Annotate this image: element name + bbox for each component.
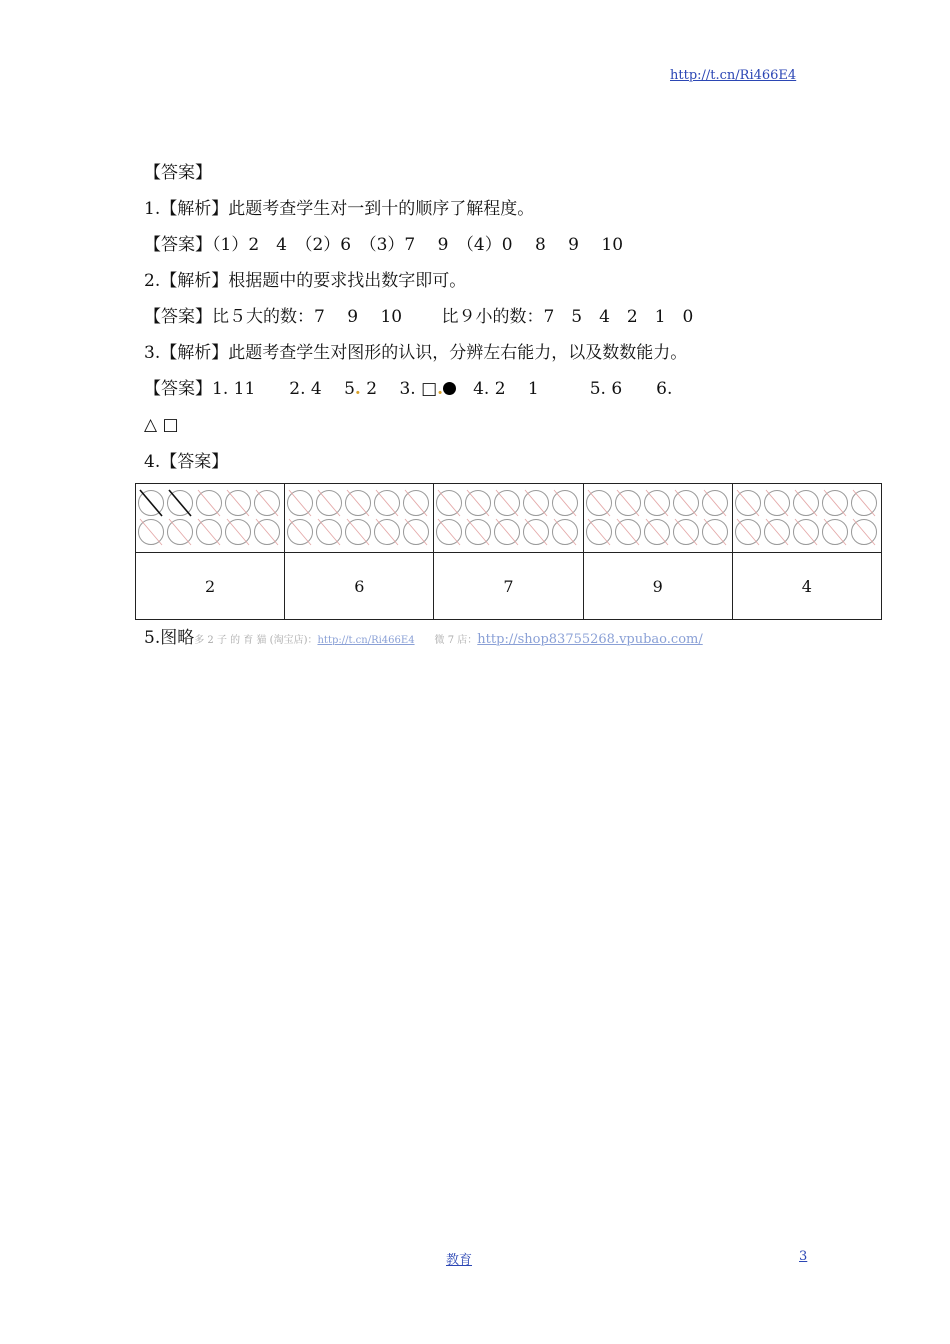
bead-grid [585,489,731,547]
faint-slash-mark [347,490,369,516]
bead-grid [137,489,283,547]
faint-slash-mark [554,519,576,545]
faint-slash-mark [256,519,278,545]
bead-cell [136,484,285,553]
watermark-link[interactable]: http://shop83755268.vpubao.com/ [477,632,703,647]
watermark-text: 微 7 店： [414,635,478,646]
faint-slash-mark [256,490,278,516]
faint-slash-mark [766,519,788,545]
answer-4-heading: 4.【答案】 [144,452,229,472]
faint-slash-mark [438,519,460,545]
watermark [194,632,703,647]
faint-slash-mark [496,519,518,545]
watermark-text: 多 2 子 的 育 猫 (淘宝店)： [194,635,318,646]
figure-omitted-label: 5.图略 [144,628,195,648]
bead-grid [734,489,880,547]
answer-heading: 【答案】 [144,163,212,183]
answer-1: 【答案】（1）2 4 （2）6 （3）7 9 （4）0 8 9 10 [144,235,624,255]
count-cell: 2 [136,553,285,620]
faint-slash-mark [376,519,398,545]
bead-grid [435,489,581,547]
count-cell: 4 [732,553,881,620]
faint-slash-mark [853,490,875,516]
faint-slash-mark [525,490,547,516]
faint-slash-mark [376,490,398,516]
bead-grid [286,489,432,547]
faint-slash-mark [646,519,668,545]
bead-cell [434,484,583,553]
count-cell: 6 [285,553,434,620]
faint-slash-mark [737,519,759,545]
filled-circle-icon [443,382,456,395]
footer-center-link[interactable]: 教育 [446,1253,473,1268]
faint-slash-mark [227,519,249,545]
faint-slash-mark [405,490,427,516]
dark-slash-mark [169,490,191,516]
faint-slash-mark [795,490,817,516]
faint-slash-mark [704,519,726,545]
accent-dot: . [437,379,444,399]
page-number[interactable]: 3 [799,1249,808,1264]
faint-slash-mark [588,490,610,516]
faint-slash-mark [198,490,220,516]
faint-slash-mark [617,519,639,545]
faint-slash-mark [496,490,518,516]
faint-slash-mark [289,490,311,516]
answer-2: 【答案】比５大的数：7 9 10 比９小的数：7 5 4 2 1 0 [144,307,694,327]
faint-slash-mark [737,490,759,516]
count-cell: 7 [434,553,583,620]
faint-slash-mark [675,519,697,545]
faint-slash-mark [824,519,846,545]
faint-slash-mark [169,519,191,545]
footer-note [144,623,703,648]
faint-slash-mark [525,519,547,545]
answer-3-part-c: 4. 2 1 5. 6 6. [456,379,673,399]
faint-slash-mark [227,490,249,516]
answer-3-part-b: 2 3. □ [360,379,438,399]
faint-slash-mark [140,519,162,545]
faint-slash-mark [824,490,846,516]
faint-slash-mark [795,519,817,545]
analysis-2: 2.【解析】根据题中的要求找出数字即可。 [144,271,467,291]
faint-slash-mark [467,519,489,545]
faint-slash-mark [704,490,726,516]
faint-slash-mark [617,490,639,516]
faint-slash-mark [347,519,369,545]
faint-slash-mark [438,490,460,516]
answer-table [135,483,882,620]
faint-slash-mark [853,519,875,545]
faint-slash-mark [318,490,340,516]
faint-slash-mark [646,490,668,516]
answer-3-cont: △ □ [144,415,179,435]
analysis-1: 1.【解析】此题考查学生对一到十的顺序了解程度。 [144,199,535,219]
faint-slash-mark [405,519,427,545]
faint-slash-mark [289,519,311,545]
bead-cell [583,484,732,553]
answer-3-part-a: 【答案】1. 11 2. 4 5 [144,379,355,399]
accent-dot: . [354,379,361,399]
faint-slash-mark [467,490,489,516]
faint-slash-mark [588,519,610,545]
faint-slash-mark [766,490,788,516]
bead-cell [732,484,881,553]
analysis-3: 3.【解析】此题考查学生对图形的认识，分辨左右能力，以及数数能力。 [144,343,688,363]
answer-3 [144,378,672,400]
faint-slash-mark [675,490,697,516]
faint-slash-mark [318,519,340,545]
header-link[interactable]: http://t.cn/Ri466E4 [670,68,797,83]
bead-cell [285,484,434,553]
dark-slash-mark [140,490,162,516]
count-cell: 9 [583,553,732,620]
watermark-link[interactable]: http://t.cn/Ri466E4 [317,635,415,646]
faint-slash-mark [554,490,576,516]
faint-slash-mark [198,519,220,545]
